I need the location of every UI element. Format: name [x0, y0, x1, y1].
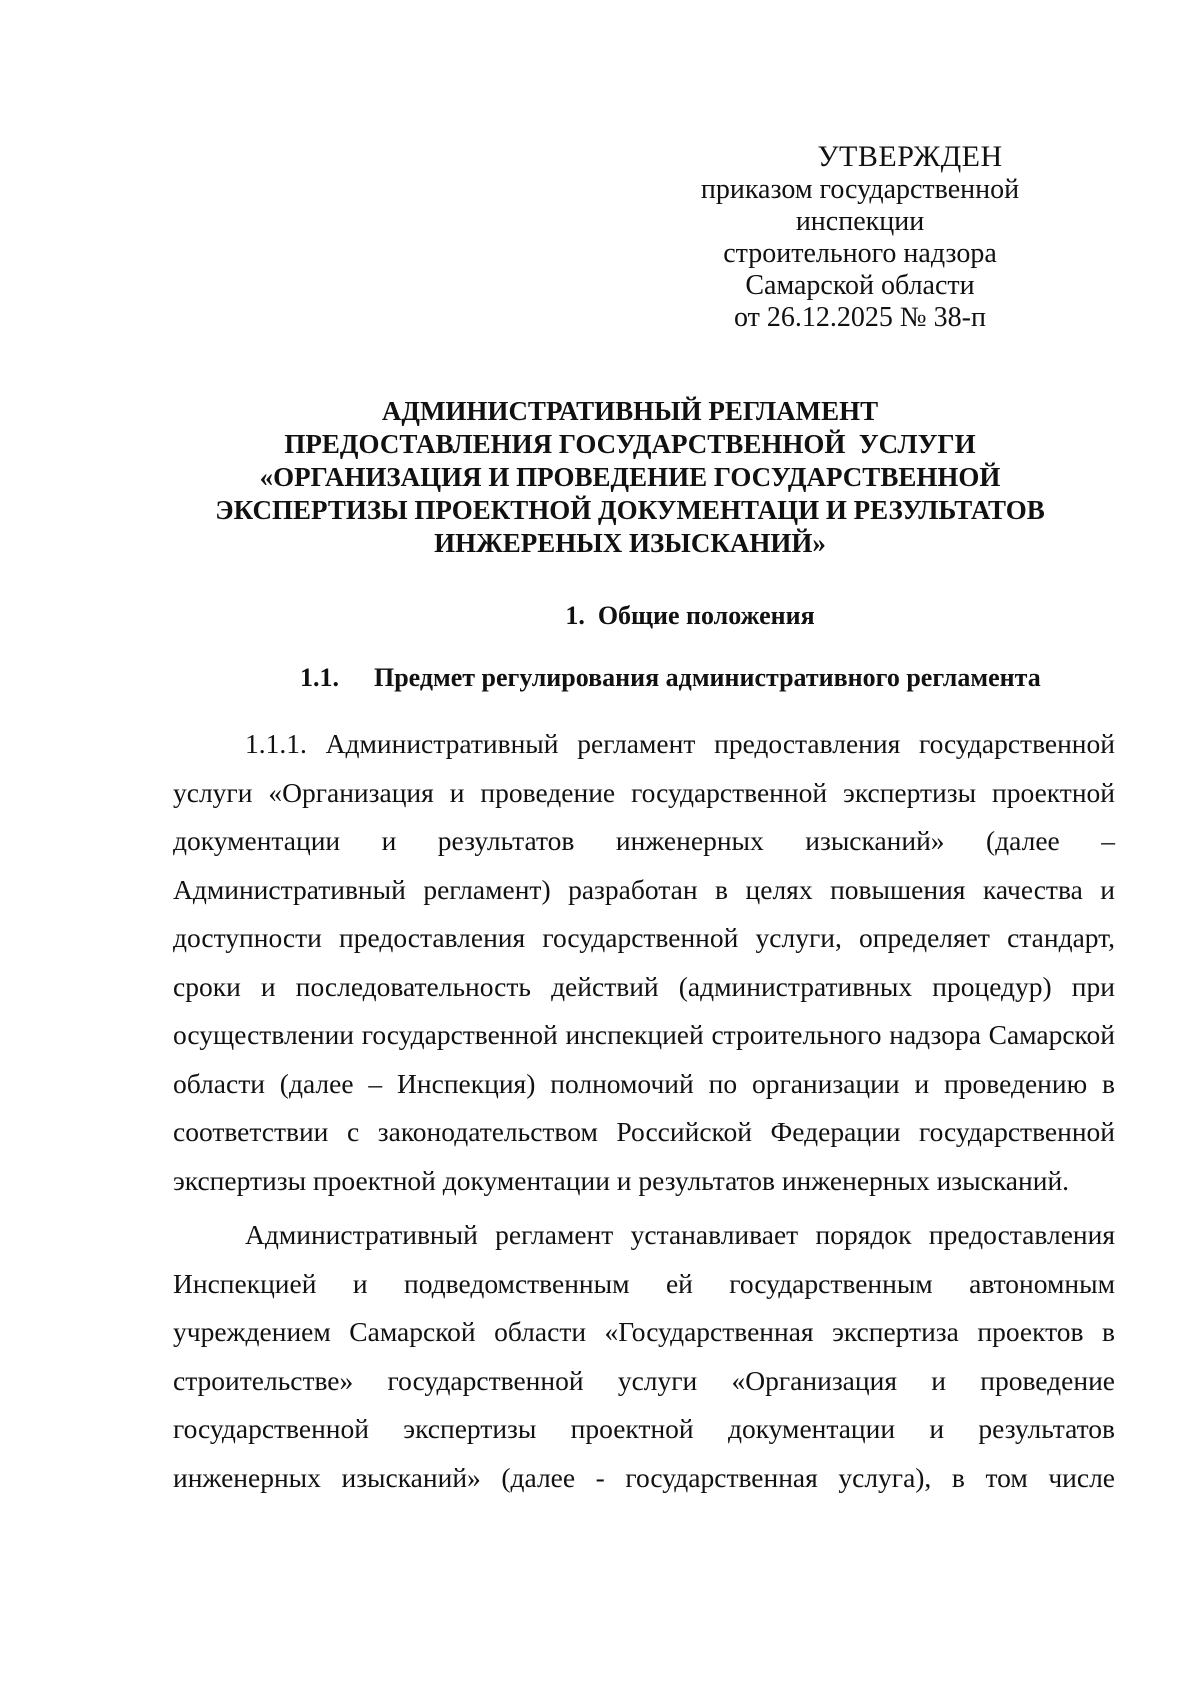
approval-line-1: приказом государственной инспекции	[700, 174, 1020, 237]
document-title	[170, 395, 1090, 560]
paragraph: 1.1.1. Административный регламент предоставления государственной услуги «Организация и проведение государственной экспертизы проектной документации и результатов инженерных изысканий» (далее – Административный регламент) разработан в целях повышения качества и доступности предоставления государственной услуги, определяет стандарт, сроки и последовательность действий (административных процедур) при осуществлении государственной инспекцией строительного надзора Самарской области (далее – Инспекция) полномочий по организации и проведению в соответствии с законодательством Российской Федерации государственной экспертизы проектной документации и результатов инженерных изысканий.	[173, 728, 1115, 1196]
approval-line-4: от 26.12.2025 № 38-п	[734, 302, 986, 333]
section-heading: 1. Общие положения	[565, 601, 815, 630]
approval-line-2: строительного надзора	[723, 238, 997, 269]
title-line-1: АДМИНИСТРАТИВНЫЙ РЕГЛАМЕНТ	[381, 396, 879, 426]
body-text	[173, 720, 1115, 1502]
subsection-title: Предмет регулирования административного регламента	[374, 663, 1041, 692]
approval-stamp-block	[640, 140, 1080, 334]
title-line-3: «ОРГАНИЗАЦИЯ И ПРОВЕДЕНИЕ ГОСУДАРСТВЕННОЙ	[259, 462, 1001, 492]
approval-title: УТВЕРЖДЕН	[817, 140, 1003, 173]
subsection-number: 1.1.	[300, 663, 339, 692]
subsection-heading	[300, 662, 1120, 694]
title-line-5: ИНЖЕРЕНЫХ ИЗЫСКАНИЙ»	[434, 528, 826, 558]
title-line-2: ПРЕДОСТАВЛЕНИЯ ГОСУДАРСТВЕННОЙ УСЛУГИ	[284, 429, 976, 459]
paragraph: Административный регламент устанавливает порядок предоставления Инспекцией и подведомственным ей государственным автономным учреждением Самарской области «Государственная экспертиза проектов в строительстве» государственной услуги «Организация и проведение государственной экспертизы проектной документации и результатов инженерных изысканий» (далее - государственная услуга), в том числе	[173, 1219, 1115, 1493]
title-line-4: ЭКСПЕРТИЗЫ ПРОЕКТНОЙ ДОКУМЕНТАЦИ И РЕЗУЛЬТАТОВ	[215, 495, 1045, 525]
approval-line-3: Самарской области	[745, 270, 975, 301]
